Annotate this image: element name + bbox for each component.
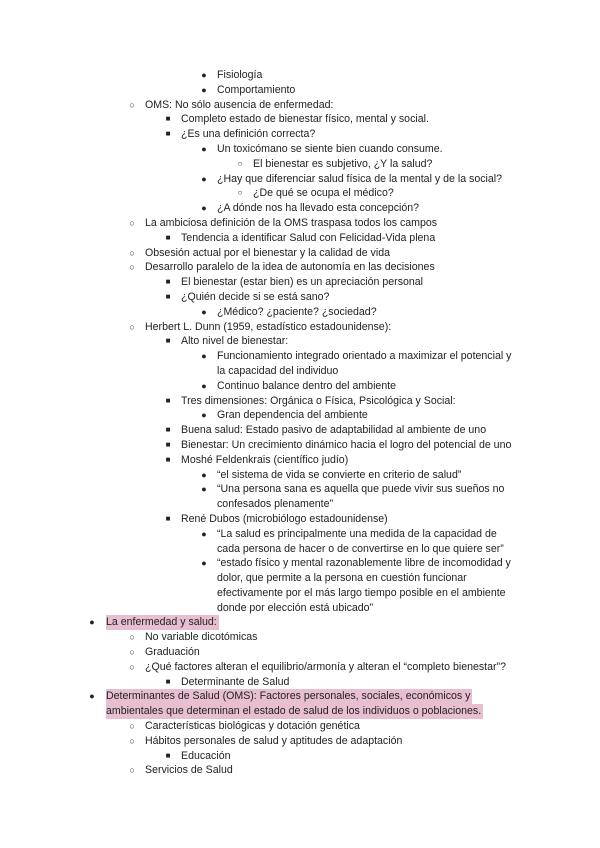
hollow-circle-bullet-icon: ○: [237, 158, 243, 168]
list-item: [0, 704, 600, 719]
hollow-circle-bullet-icon: ○: [129, 721, 135, 732]
document-outline: [0, 68, 600, 778]
list-item-text: El bienestar (estar bien) es un apreciación personal: [181, 276, 424, 289]
list-item: [0, 615, 600, 630]
filled-dot-bullet-icon: ●: [201, 410, 207, 421]
square-bullet-icon: ■: [165, 277, 171, 287]
list-item-text: ¿De qué se ocupa el médico?: [253, 187, 394, 200]
list-item-text: Determinantes de Salud (OMS): Factores personales, sociales, económicos y: [106, 690, 471, 703]
list-item-text: ambientales que determinan el estado de salud de los individuos o poblaciones.: [106, 705, 482, 718]
filled-dot-bullet-icon: ●: [201, 528, 207, 539]
list-item: [0, 364, 600, 379]
list-item-text: Tres dimensiones: Orgánica o Física, Psicológica y Social:: [181, 394, 456, 407]
hollow-circle-bullet-icon: ○: [129, 321, 135, 332]
list-item: [0, 630, 600, 645]
list-item: [0, 305, 600, 320]
list-item-text: Tendencia a identificar Salud con Felicidad-Vida plena: [181, 231, 436, 244]
list-item: [0, 408, 600, 423]
hollow-circle-bullet-icon: ○: [129, 632, 135, 643]
list-item: [0, 468, 600, 483]
list-item-text: dolor, que permite a la persona en cuestión funcionar: [217, 572, 467, 585]
square-bullet-icon: ■: [165, 513, 171, 523]
filled-dot-bullet-icon: ●: [201, 173, 207, 184]
list-item: [0, 394, 600, 409]
list-item: [0, 675, 600, 690]
list-item-text: la capacidad del individuo: [217, 364, 339, 377]
hollow-circle-bullet-icon: ○: [129, 647, 135, 658]
list-item-text: Moshé Feldenkrais (científico judío): [181, 453, 349, 466]
list-item: [0, 645, 600, 660]
list-item: [0, 231, 600, 246]
list-item-text: Alto nivel de bienestar:: [181, 335, 289, 348]
list-item: [0, 379, 600, 394]
square-bullet-icon: ■: [165, 114, 171, 124]
list-item-text: Graduación: [145, 646, 200, 659]
list-item-text: efectivamente por el más largo tiempo posible en el ambiente: [217, 586, 506, 599]
list-item: [0, 719, 600, 734]
list-item: [0, 334, 600, 349]
list-item: [0, 542, 600, 557]
list-item: [0, 349, 600, 364]
list-item: [0, 556, 600, 571]
list-item: [0, 68, 600, 83]
list-item: [0, 157, 600, 172]
list-item-text: ¿A dónde nos ha llevado esta concepción?: [217, 202, 420, 215]
filled-dot-bullet-icon: ●: [201, 558, 207, 569]
filled-dot-bullet-icon: ●: [201, 380, 207, 391]
list-item-text: “La salud es principalmente una medida de la capacidad de: [217, 527, 497, 540]
list-item-text: Obsesión actual por el bienestar y la calidad de vida: [145, 246, 390, 259]
hollow-circle-bullet-icon: ○: [129, 262, 135, 273]
list-item: [0, 734, 600, 749]
list-item: [0, 83, 600, 98]
square-bullet-icon: ■: [165, 750, 171, 760]
list-item-text: Gran dependencia del ambiente: [217, 409, 368, 422]
list-item-text: Comportamiento: [217, 83, 296, 96]
filled-dot-bullet-icon: ●: [201, 70, 207, 80]
hollow-circle-bullet-icon: ○: [129, 247, 135, 258]
list-item: [0, 320, 600, 335]
list-item-text: ¿Hay que diferenciar salud física de la mental y de la social?: [217, 172, 503, 185]
filled-dot-bullet-icon: ●: [201, 84, 207, 95]
filled-dot-bullet-icon: ●: [201, 143, 207, 154]
list-item-text: Herbert L. Dunn (1959, estadístico estadounidense):: [145, 320, 392, 333]
list-item: [0, 571, 600, 586]
square-bullet-icon: ■: [165, 232, 171, 242]
filled-dot-bullet-icon: ●: [201, 484, 207, 495]
list-item-text: ¿Es una definición correcta?: [181, 128, 316, 141]
hollow-circle-bullet-icon: ○: [129, 735, 135, 746]
list-item-text: Funcionamiento integrado orientado a maximizar el potencial y: [217, 350, 512, 363]
list-item-text: “el sistema de vida se convierte en criterio de salud”: [217, 468, 462, 481]
list-item-text: Bienestar: Un crecimiento dinámico hacia el logro del potencial de uno: [181, 438, 512, 451]
filled-dot-bullet-icon: ●: [89, 617, 95, 628]
filled-dot-bullet-icon: ●: [201, 351, 207, 362]
square-bullet-icon: ■: [165, 395, 171, 405]
list-item-text: La enfermedad y salud:: [106, 616, 217, 629]
list-item: [0, 482, 600, 497]
filled-dot-bullet-icon: ●: [201, 306, 207, 317]
list-item: [0, 527, 600, 542]
list-item-text: Educación: [181, 749, 231, 762]
list-item-text: Características biológicas y dotación genética: [145, 720, 360, 733]
square-bullet-icon: ■: [165, 129, 171, 139]
list-item: [0, 112, 600, 127]
list-item-text: Completo estado de bienestar físico, mental y social.: [181, 113, 429, 126]
list-item-text: Hábitos personales de salud y aptitudes de adaptación: [145, 734, 403, 747]
list-item-text: ¿Quién decide si se está sano?: [181, 290, 330, 303]
list-item-text: El bienestar es subjetivo, ¿Y la salud?: [253, 157, 433, 170]
square-bullet-icon: ■: [165, 336, 171, 346]
square-bullet-icon: ■: [165, 439, 171, 449]
list-item-text: Desarrollo paralelo de la idea de autonomía en las decisiones: [145, 261, 435, 274]
list-item-text: No variable dicotómicas: [145, 631, 258, 644]
hollow-circle-bullet-icon: ○: [129, 217, 135, 228]
list-item: [0, 98, 600, 113]
list-item-text: Continuo balance dentro del ambiente: [217, 379, 397, 392]
list-item-text: “Una persona sana es aquella que puede vivir sus sueños no: [217, 483, 505, 496]
list-item: [0, 423, 600, 438]
list-item: [0, 142, 600, 157]
list-item: [0, 172, 600, 187]
list-item-text: “estado físico y mental razonablemente libre de incomodidad y: [217, 557, 511, 570]
hollow-circle-bullet-icon: ○: [129, 99, 135, 110]
list-item: [0, 260, 600, 275]
list-item: [0, 438, 600, 453]
list-item-text: ¿Médico? ¿paciente? ¿sociedad?: [217, 305, 377, 318]
list-item: [0, 275, 600, 290]
list-item-text: donde por elección está ubicado”: [217, 601, 374, 614]
list-item: [0, 246, 600, 261]
square-bullet-icon: ■: [165, 676, 171, 686]
list-item: [0, 201, 600, 216]
list-item: [0, 763, 600, 778]
square-bullet-icon: ■: [165, 425, 171, 435]
list-item-text: Buena salud: Estado pasivo de adaptabilidad al ambiente de uno: [181, 424, 487, 437]
list-item: [0, 689, 600, 704]
hollow-circle-bullet-icon: ○: [129, 661, 135, 672]
list-item-text: OMS: No sólo ausencia de enfermedad:: [145, 98, 334, 111]
filled-dot-bullet-icon: ●: [201, 203, 207, 214]
square-bullet-icon: ■: [165, 454, 171, 464]
list-item: [0, 586, 600, 601]
list-item: [0, 127, 600, 142]
list-item-text: Servicios de Salud: [145, 764, 233, 777]
list-item: [0, 512, 600, 527]
hollow-circle-bullet-icon: ○: [237, 188, 243, 198]
list-item: [0, 453, 600, 468]
list-item: [0, 216, 600, 231]
list-item-text: La ambiciosa definición de la OMS traspasa todos los campos: [145, 216, 438, 229]
list-item-text: René Dubos (microbiólogo estadounidense): [181, 512, 388, 525]
hollow-circle-bullet-icon: ○: [129, 765, 135, 776]
list-item-text: Determinante de Salud: [181, 675, 290, 688]
list-item-text: Un toxicómano se siente bien cuando consume.: [217, 142, 443, 155]
list-item-text: cada persona de hacer o de convertirse en lo que quiere ser”: [217, 542, 504, 555]
list-item-text: confesados plenamente”: [217, 498, 334, 511]
filled-dot-bullet-icon: ●: [89, 691, 95, 702]
list-item: [0, 660, 600, 675]
list-item: [0, 749, 600, 764]
list-item-text: Fisiología: [217, 69, 263, 81]
list-item: [0, 497, 600, 512]
list-item: [0, 186, 600, 201]
list-item: [0, 290, 600, 305]
filled-dot-bullet-icon: ●: [201, 469, 207, 480]
list-item-text: ¿Qué factores alteran el equilibrio/armonía y alteran el “completo bienestar”?: [145, 660, 506, 673]
square-bullet-icon: ■: [165, 291, 171, 301]
list-item: [0, 601, 600, 616]
